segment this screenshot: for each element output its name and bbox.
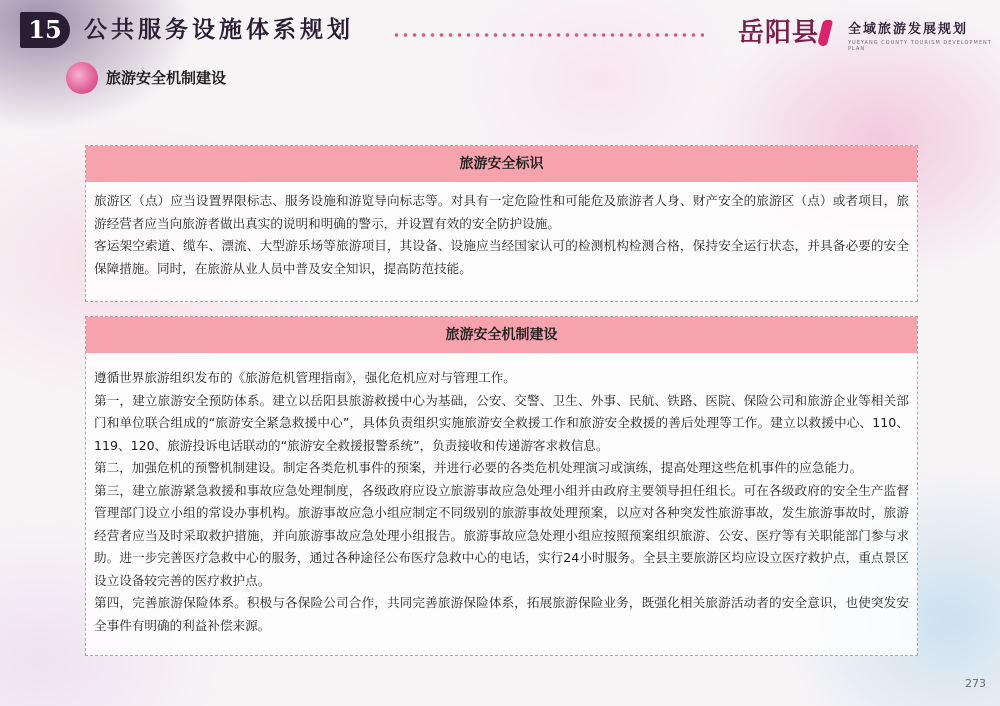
paragraph: 旅游区（点）应当设置界限标志、服务设施和游览导向标志等。对具有一定危险性和可能危及旅游者人身、财产安全的旅游区（点）或者项目，旅游经营者应当向旅游者做出真实的说明和明确的警示，并设置有效的安全防护设施。	[94, 193, 909, 231]
safety-mechanism-heading: 旅游安全机制建设	[86, 317, 917, 353]
section-title: 旅游安全机制建设	[106, 69, 227, 87]
chapter-number-badge: 15	[20, 12, 70, 48]
logo-brush-mark-icon	[817, 20, 833, 46]
paragraph: 客运架空索道、缆车、漂流、大型游乐场等旅游项目，其设备、设施应当经国家认可的检测机构检测合格，保持安全运行状态，并具备必要的安全保障措施。同时，在旅游从业人员中普及安全知识，提高防范技能。	[94, 238, 909, 276]
page-header	[0, 0, 1000, 60]
paragraph: 第三，建立旅游紧急救援和事故应急处理制度，各级政府应设立旅游事故应急处理小组并由政府主要领导担任组长。可在各级政府的安全生产监督管理部门设立小组的常设办事机构。旅游事故应急小组应制定不同级别的旅游事故处理预案，以应对各种突发性旅游事故，发生旅游事故时，旅游经营者应当及时采取救护措施，并向旅游事故应急处理小组报告。旅游事故应急处理小组应按照预案组织旅游、公安、医疗等有关职能部门参与求助。进一步完善医疗急救中心的服务，通过各种途径公布医疗急救中心的电话，实行24小时服务。全县主要旅游区均应设立医疗救护点，重点景区设立设备较完善的医疗救护点。	[94, 482, 909, 588]
logo-subtitle: 全域旅游发展规划	[848, 22, 969, 37]
paragraph: 第一，建立旅游安全预防体系。建立以岳阳县旅游救援中心为基础，公安、交警、卫生、外事、民航、铁路、医院、保险公司和旅游企业等相关部门和单位联合组成的“旅游安全紧急救援中心”，具体负责组织实施旅游安全救援工作和旅游安全救援的善后处理等工作。建立以救援中心、110、119、120、旅游投诉电话联动的“旅游安全救援报警系统”，负责接收和传递游客求救信息。	[94, 392, 909, 453]
safety-signage-panel	[85, 145, 918, 302]
dotted-divider	[392, 32, 704, 38]
paragraph: 遵循世界旅游组织发布的《旅游危机管理指南》，强化危机应对与管理工作。	[94, 370, 516, 385]
paragraph: 第四，完善旅游保险体系。积极与各保险公司合作，共同完善旅游保险体系，拓展旅游保险业务，既强化相关旅游活动者的安全意识，也使突发安全事件有明确的利益补偿来源。	[94, 595, 909, 633]
page-number: 273	[965, 677, 986, 690]
safety-signage-body	[86, 182, 917, 280]
paragraph: 第二，加强危机的预警机制建设。制定各类危机事件的预案，并进行必要的各类危机处理演习或演练，提高处理这些危机事件的应急能力。	[94, 460, 863, 475]
safety-signage-heading: 旅游安全标识	[86, 146, 917, 182]
logo-main-text: 岳阳县	[738, 18, 820, 48]
chapter-title: 公共服务设施体系规划	[84, 16, 354, 43]
section-bullet-icon	[66, 62, 98, 94]
safety-mechanism-body	[86, 353, 917, 637]
logo-english-subtitle: YUEYANG COUNTY TOURISM DEVELOPMENT PLAN	[848, 40, 992, 52]
safety-mechanism-panel	[85, 316, 918, 656]
